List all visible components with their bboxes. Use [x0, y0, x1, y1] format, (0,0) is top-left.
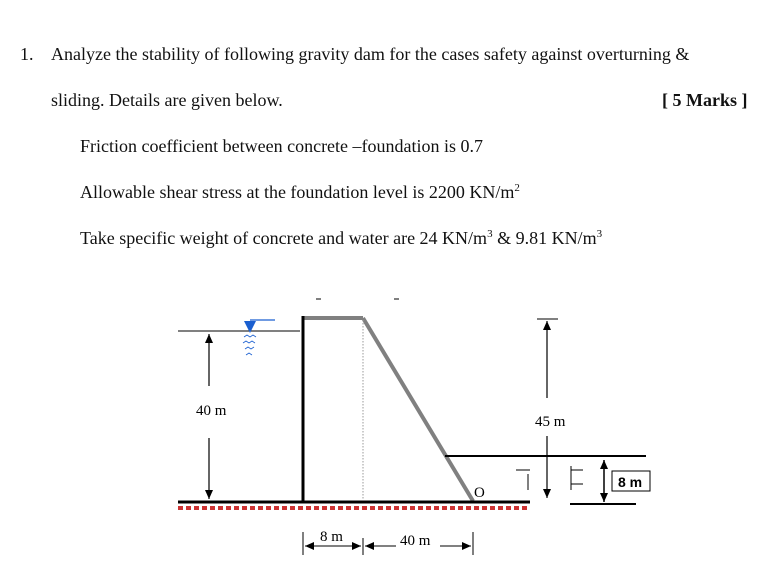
tailwater-depth-dimension [604, 460, 650, 502]
toe-label: O [474, 485, 485, 501]
shear-text-main: Allowable shear stress at the foundation level is 2200 KN/m [80, 182, 515, 202]
specific-text-main: Take specific weight of concrete and water are 24 KN/m [80, 228, 488, 248]
question-number: 1. [20, 44, 34, 64]
dam-section [303, 316, 473, 503]
friction-coefficient-text: Friction coefficient between concrete –foundation is 0.7 [80, 136, 484, 156]
specific-unit-superscript-1: 3 [487, 228, 493, 240]
upstream-height-label: 40 m [196, 403, 227, 419]
tailwater-depth-label: 8 m [618, 474, 643, 490]
slope-width-label: 40 m [400, 533, 431, 549]
foundation [178, 502, 530, 508]
dam-height-label: 45 m [535, 414, 566, 430]
base-width-dimensions [303, 528, 473, 555]
upstream-height-dimension [196, 334, 227, 499]
marks-label: [ 5 Marks ] [662, 90, 748, 110]
shear-unit-superscript: 2 [514, 182, 520, 194]
question-text-line1: Analyze the stability of following gravity dam for the cases safety against overturning & [51, 44, 690, 64]
upstream-water-level [178, 320, 300, 355]
dam-height-dimension [535, 319, 566, 498]
specific-unit-superscript-2: 3 [596, 228, 603, 240]
specific-text-mid: & 9.81 KN/m [492, 228, 597, 248]
top-width-label: 8 m [320, 529, 343, 545]
question-text-line2: sliding. Details are given below. [51, 90, 283, 110]
